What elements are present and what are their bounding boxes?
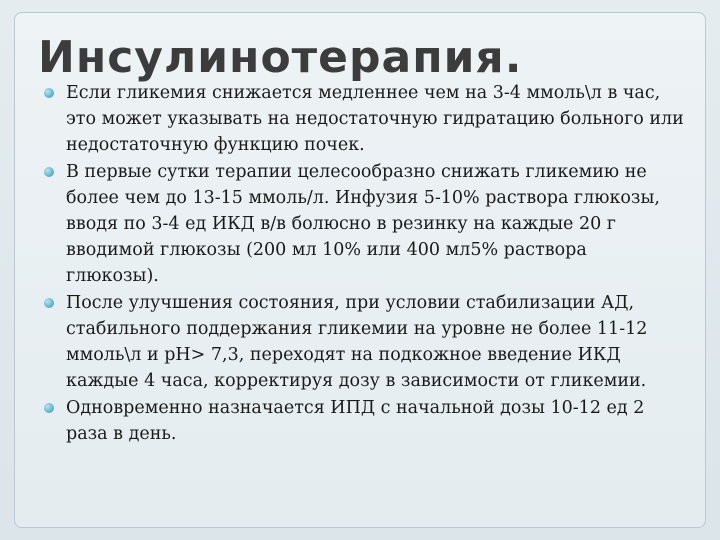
bullet-icon: [44, 403, 54, 413]
bullet-text: Одновременно назначается ИПД с начальной дозы 10-12 ед 2 раза в день.: [66, 398, 645, 444]
bullet-icon: [44, 298, 54, 308]
bullet-text: В первые сутки терапии целесообразно снижать гликемию не более чем до 13-15 ммоль/л. Инфузия 5-10% раствора глюкозы, вводя по 3-4 ед ИКД в/в болюсно в резинку на каждые 20 г вводимой глюкозы (200 мл 10% или 400 мл5% раствора глюкозы).: [66, 162, 660, 286]
bullet-item: [44, 290, 684, 394]
bullet-item: [44, 80, 684, 158]
bullet-text: После улучшения состояния, при условии стабилизации АД, стабильного поддержания гликемии на уровне не более 11-12 ммоль\л и рН> 7,3, переходят на подкожное введение ИКД каждые 4 часа, корректируя дозу в зависимости от гликемии.: [66, 293, 648, 391]
bullet-list: [44, 80, 684, 448]
bullet-icon: [44, 88, 54, 98]
bullet-icon: [44, 167, 54, 177]
bullet-text: Если гликемия снижается медленнее чем на 3-4 ммоль\л в час, это может указывать на недостаточную гидратацию больного или недостаточную функцию почек.: [66, 83, 684, 155]
bullet-item: [44, 395, 684, 447]
bullet-item: [44, 159, 684, 289]
slide-title: Инсулинотерапия.: [38, 32, 523, 83]
